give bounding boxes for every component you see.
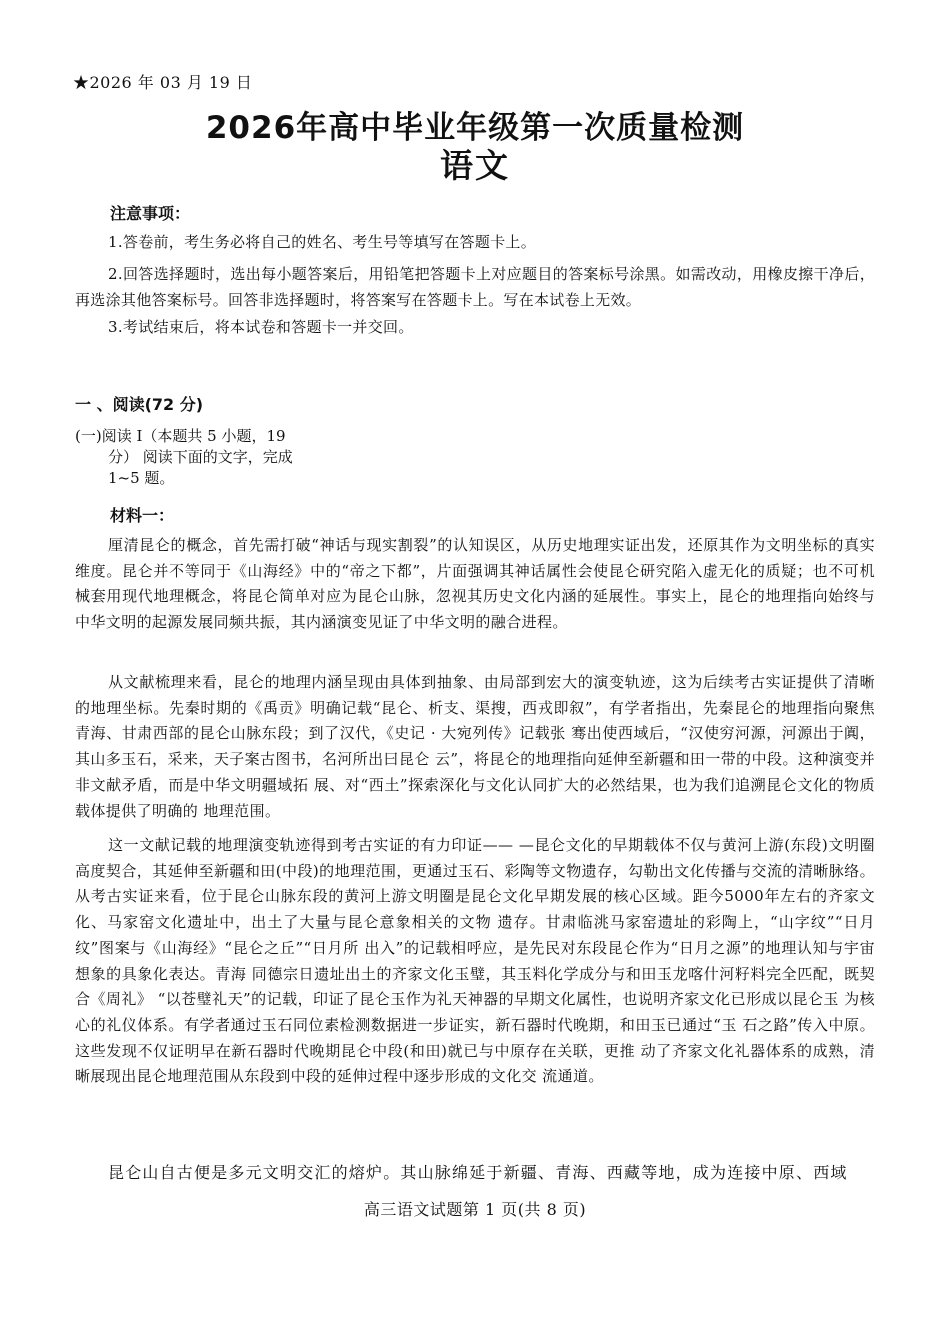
subsection-intro <box>75 426 293 489</box>
subsection-line: 1~5 题。 <box>108 469 175 487</box>
notes-heading: 注意事项： <box>110 204 191 223</box>
note-item: 1.答卷前，考生务必将自己的姓名、考生号等填写在答题卡上。 <box>108 233 537 251</box>
exam-date: ★2026 年 03 月 19 日 <box>73 73 253 92</box>
material-label: 材料一： <box>110 506 175 525</box>
paragraph: 这一文献记载的地理演变轨迹得到考古实证的有力印证—— —昆仑文化的早期载体不仅与黄河上游(东段)文明圈高度契合，其延伸至新疆和田(中段)的地理范围，更通过玉石、彩陶等文物遗存，勾勒出文化传播与交流的清晰脉络。从考古实证来看，位于昆仑山脉东段的黄河上游文明圈是昆仑文化早期发展的核心区域。距今5000年左右的齐家文化、马家窑文化遗址中，出土了大量与昆仑意象相关的文物 遗存。甘肃临洮马家窑遗址的彩陶上，“山字纹”“日月纹”图案与《山海经》“昆仑之丘”“日月所 出入”的记载相呼应，是先民对东段昆仑作为“日月之源”的地理认知与宇宙想象的具象化表达。青海 同德宗日遗址出土的齐家文化玉璧，其玉料化学成分与和田玉龙喀什河籽料完全匹配，既契合《周礼》 “以苍璧礼天”的记载，印证了昆仑玉作为礼天神器的早期文化属性，也说明齐家文化已形成以昆仑玉 为核心的礼仪体系。有学者通过玉石同位素检测数据进一步证实，新石器时代晚期，和田玉已通过“玉 石之路”传入中原。这些发现不仅证明早在新石器时代晚期昆仑中段(和田)就已与中原存在关联，更推 动了齐家文化礼器体系的成熟，清晰展现出昆仑地理范围从东段到中段的延伸过程中逐步形成的文化交 流通道。 <box>75 836 875 1086</box>
note-item: 3.考试结束后，将本试卷和答题卡一并交回。 <box>108 318 414 336</box>
exam-subject: 语文 <box>440 146 510 185</box>
paragraph: 昆仑山自古便是多元文明交汇的熔炉。其山脉绵延于新疆、青海、西藏等地，成为连接中原、西域 <box>108 1163 848 1182</box>
note-item: 2.回答选择题时，选出每小题答案后，用铅笔把答题卡上对应题目的答案标号涂黑。如需改动，用橡皮擦干净后，再选涂其他答案标号。回答非选择题时，将答案写在答题卡上。写在本试卷上无效。 <box>75 265 875 309</box>
section-heading: 一 、阅读(72 分) <box>75 395 204 414</box>
subsection-line: 分） 阅读下面的文字，完成 <box>108 448 293 466</box>
page-footer: 高三语文试题第 1 页(共 8 页) <box>363 1200 587 1219</box>
exam-title: 2026年高中毕业年级第一次质量检测 <box>205 110 745 146</box>
subsection-line: (一)阅读 Ⅰ（本题共 5 小题，19 <box>75 427 286 445</box>
paragraph: 厘清昆仑的概念，首先需打破“神话与现实割裂”的认知误区，从历史地理实证出发，还原其作为文明坐标的真实维度。昆仑并不等同于《山海经》中的“帝之下都”，片面强调其神话属性会使昆仑研究陷入虚无化的质疑；也不可机械套用现代地理概念，将昆仑简单对应为昆仑山脉，忽视其历史文化内涵的延展性。事实上，昆仑的地理指向始终与中华文明的起源发展同频共振，其内涵演变见证了中华文明的融合进程。 <box>75 536 875 632</box>
paragraph: 从文献梳理来看，昆仑的地理内涵呈现由具体到抽象、由局部到宏大的演变轨迹，这为后续考古实证提供了清晰的地理坐标。先秦时期的《禹贡》明确记载“昆仑、析支、渠搜，西戎即叙”，有学者指出，先秦昆仑的地理指向聚焦青海、甘肃西部的昆仑山脉东段；到了汉代，《史记 · 大宛列传》记载张 骞出使西域后，“汉使穷河源，河源出于阗，其山多玉石，采来，天子案古图书，名河所出曰昆仑 云”，将昆仑的地理指向延伸至新疆和田一带的中段。这种演变并非文献矛盾，而是中华文明疆域拓 展、对“西土”探索深化与文化认同扩大的必然结果，也为我们追溯昆仑文化的物质载体提供了明确的 地理范围。 <box>75 673 875 820</box>
